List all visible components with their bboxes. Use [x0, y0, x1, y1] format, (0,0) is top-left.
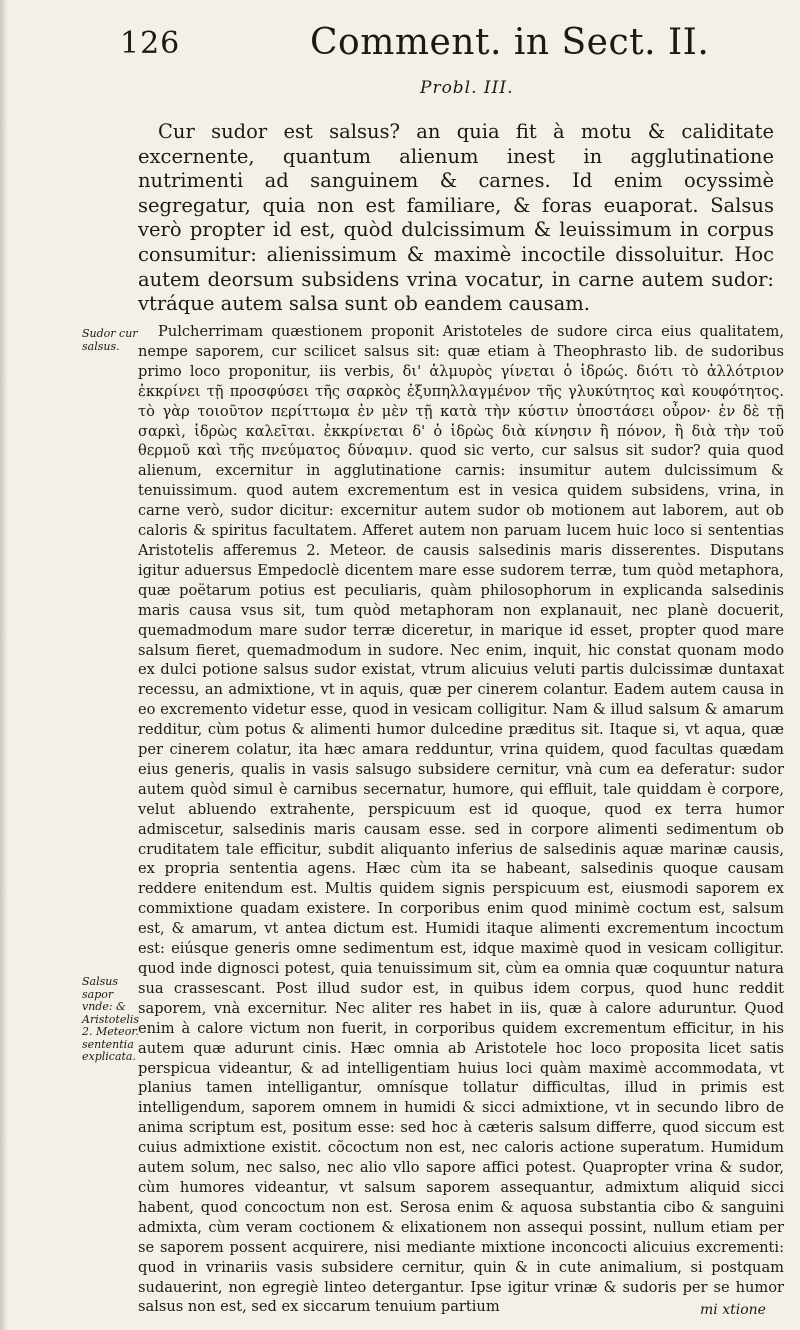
- margin-note-salsus-sapor: Salsus sapor vnde: & Aristotelis 2. Meteor. sententia explicata.: [82, 975, 140, 1063]
- commentary: [138, 322, 784, 1317]
- margin-note-sudor: Sudor cur salsus.: [82, 327, 138, 353]
- page-number: 126: [120, 26, 181, 61]
- catchword: mi xtione: [700, 1302, 766, 1318]
- running-title: Comment. in Sect. II.: [310, 22, 710, 63]
- commentary-paragraph: Pulcherrimam quæstionem proponit Aristoteles de sudore circa eius qualitatem, nempe saporem, cur scilicet salsus sit: quæ etiam à Theophrasto lib. de sudoribus primo loco proponitur, iis verbis, δι' ἁλμυρὸς γίνεται ὁ ἱδρώς. διότι τὸ ἀλλότριον ἐκκρίνει τῇ προσφύσει τῆς σαρκὸς ἐξυπηλλαγμένον τῆς γλυκύτητος καὶ κουφότητος. τὸ γὰρ τοιοῦτον περίττωμα ἐν μὲν τῇ κατὰ τὴν κύστιν ὑποστάσει οὖρον· ἐν δὲ τῇ σαρκὶ, ἱδρὼς καλεῖται. ἐκκρίνεται δ' ὁ ἱδρὼς διὰ κίνησιν ἢ πόνον, ἢ διὰ τὴν τοῦ θερμοῦ καὶ τῆς πνεύματος δύναμιν. quod sic verto, cur salsus sit sudor? quia quod alienum, excernitur in agglutinatione carnis: insumitur autem dulcissimum & tenuissimum. quod autem excrementum est in vesica quidem subsidens, vrina, in carne verò, sudor dicitur: excernitur autem sudor ob motionem aut laborem, aut ob caloris & spiritus facultatem. Afferet autem non paruam lucem huic loco si sententias Aristotelis afferemus 2. Meteor. de causis salsedinis maris disserentes. Disputans igitur aduersus Empedoclè dicentem mare esse sudorem terræ, tum quòd metaphora, quæ poëtarum potius est peculiaris, quàm philosophorum in explicanda salsedinis maris causa vsus sit, tum quòd metaphoram non explanauit, nec planè docuerit, quemadmodum mare sudor terræ diceretur, in marique id esset, propter quod mare salsum fieret, quemadmodum in sudore. Nec enim, inquit, hic constat quonam modo ex dulci potione salsus sudor existat, vtrum alicuius veluti partis dulcissimæ duntaxat recessu, an admixtione, vt in aquis, quæ per cinerem colantur. Eadem autem causa in eo excremento videtur esse, quod in vesicam colligitur. Nam & illud salsum & amarum redditur, cùm potus & alimenti humor dulcedine præditus sit. Itaque si, vt aqua, quæ per cinerem colatur, ita hæc amara redduntur, vrina quidem, quod facultas quædam eius generis, qualis in vasis salsugo subsidere cernitur, vnà cum ea deferatur: sudor autem quòd simul è carnibus secernatur, humore, qui effluit, tale quiddam è corpore, velut abluendo extrahente, perspicuum est id quoque, quod ex terra humor admiscetur, salsedinis maris causam esse. sed in corpore alimenti sedimentum ob cruditatem tale efficitur, subdit aliquanto inferius de salsedinis aquæ marinæ causis, ex propria sententia agens. Hæc cùm ita se habeant, salsedinis quoque causam reddere enitendum est. Multis quidem signis perspicuum est, eiusmodi saporem ex commixtione quadam existere. In corporibus enim quod minimè coctum est, salsum est, & amarum, vt antea dictum est. Humidi itaque alimenti excrementum incoctum est: eiúsque generis omne sedimentum est, idque maximè quod in vesicam colligitur. quod inde dignosci potest, quia tenuissimum sit, cùm ea omnia quæ coquuntur natura sua crassescant. Post illud sudor est, in quibus idem corpus, quod hunc reddit saporem, vnà excernitur. Nec aliter res habet in iis, quæ à calore aduruntur. Quod enim à calore victum non fuerit, in corporibus quidem excrementum efficitur, in his autem quæ adurunt cinis. Hæc omnia ab Aristotele hoc loco proposita licet satis perspicua videantur, & ad intelligentiam huius loci quàm maximè accommodata, vt planius tamen intelligantur, omnísque tollatur difficultas, illud in primis est intelligendum, saporem omnem in humidi & sicci admixtione, vt in secundo libro de anima scriptum est, positum esse: sed hoc à cæteris salsum differre, quod siccum est cuius admixtione existit. cõcoctum non est, nec caloris actione superatum. Humidum autem solum, nec salso, nec alio vllo sapore affici potest. Quapropter vrina & sudor, cùm humores videantur, vt salsum saporem assequantur, admixtum aliquid sicci habent, quod concoctum non est. Serosa enim & aquosa substantia cibo & sanguini admixta, cùm veram coctionem & elixationem non assequi possint, nullum etiam per se saporem possent acquirere, nisi mediante mixtione inconcocti alicuius excrementi: quod in vrinariis vasis subsidere cernitur, quin & in cute animalium, si postquam sudauerint, non egregiè linteo detergantur. Ipse igitur vrinæ & sudoris per se humor salsus non est, sed ex siccarum tenuium partium: [138, 323, 784, 1316]
- running-head: [120, 18, 760, 64]
- binding-shadow: [0, 0, 8, 1330]
- problem-text: Cur sudor est salsus? an quia fit à motu & caliditate excernente, quantum alienum inest in agglutinatione nutrimenti ad sanguinem & carnes. Id enim ocyssimè segregatur, quia non est familiare, & foras euaporat. Salsus verò propter id est, quòd dulcissimum & leuissimum in corpus consumitur: alienissimum & maximè incoctile dissoluitur. Hoc autem deorsum subsidens vrina vocatur, in carne autem sudor: vtráque autem salsa sunt ob eandem causam.: [138, 120, 774, 316]
- problem-heading: Probl. III.: [420, 78, 514, 98]
